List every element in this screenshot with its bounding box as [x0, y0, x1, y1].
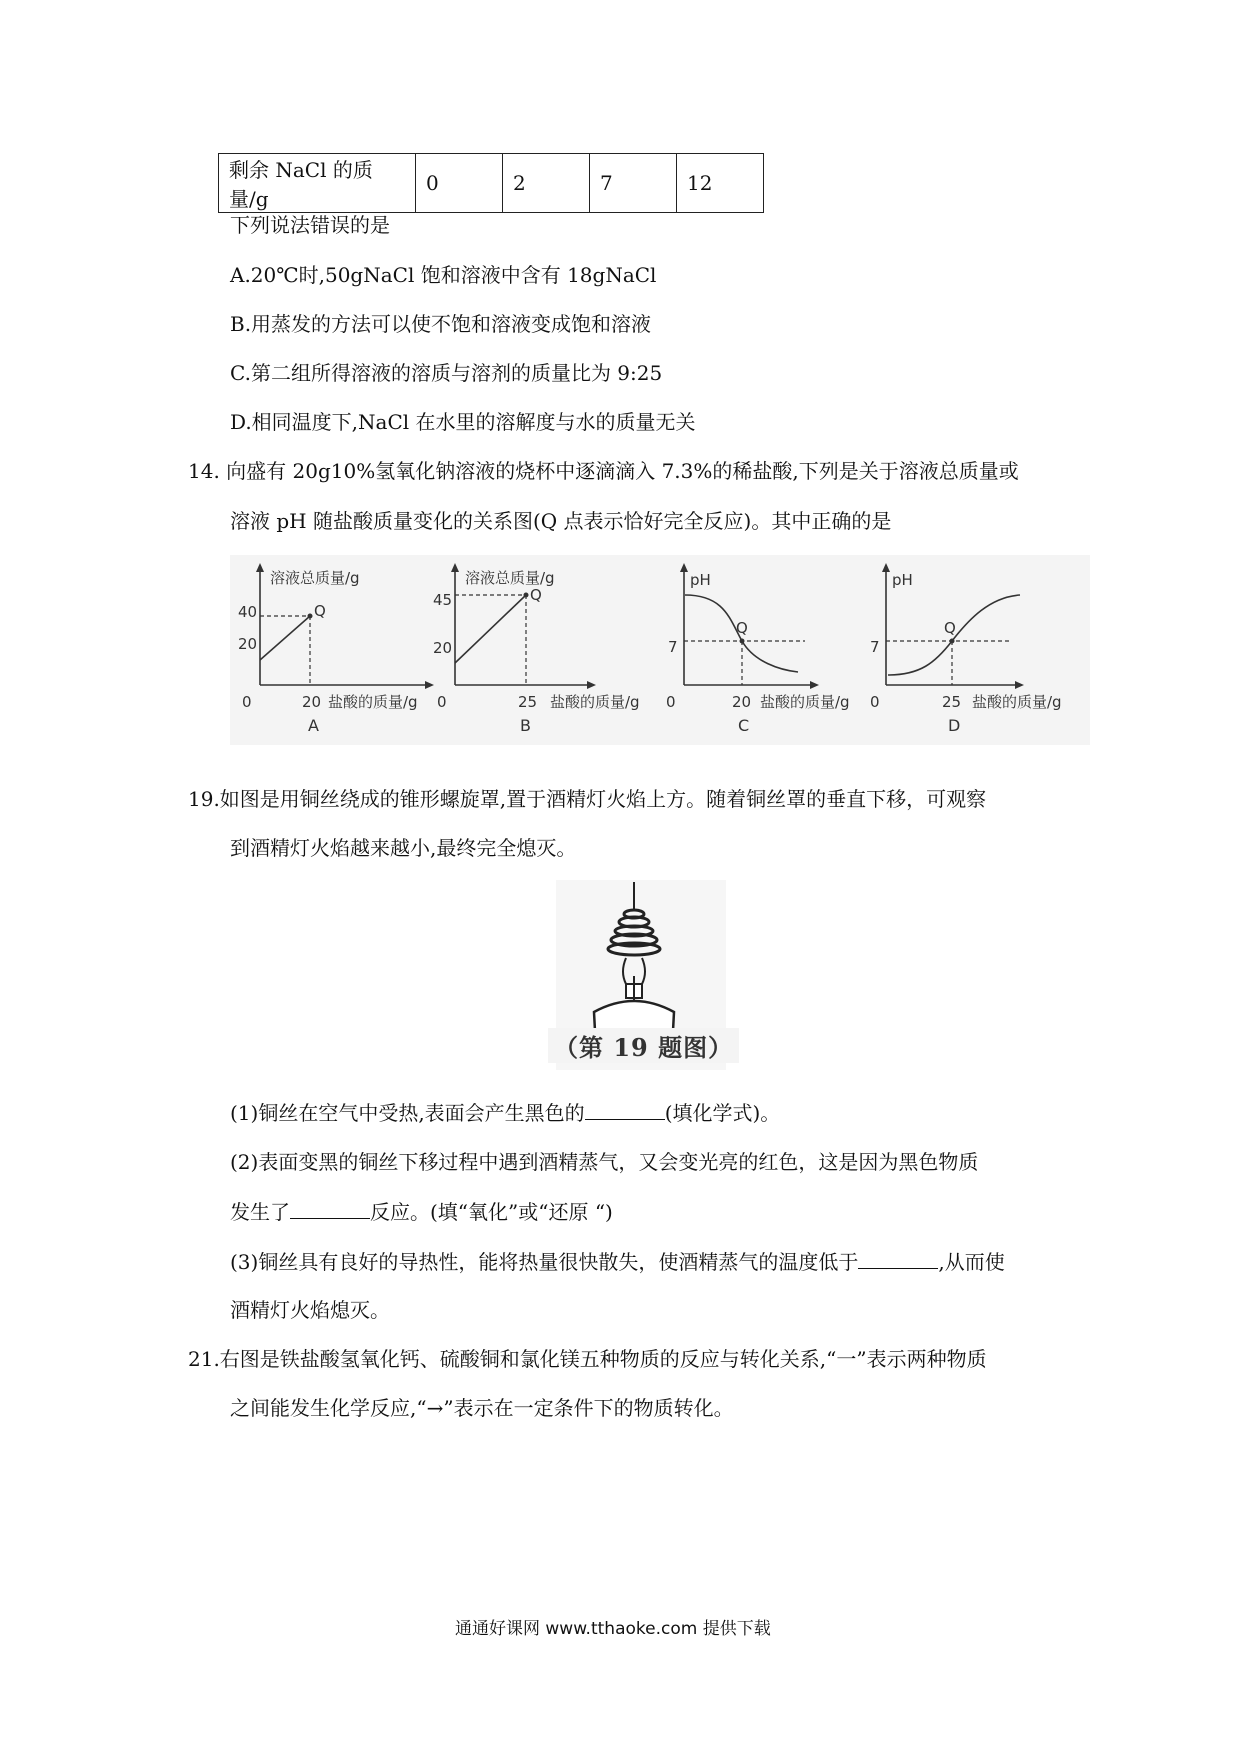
q13-option-d: D.相同温度下,NaCl 在水里的溶解度与水的质量无关 [230, 410, 696, 434]
graph-a-xtick: 20 [302, 693, 322, 711]
graph-d-xtick: 25 [942, 693, 962, 711]
q13-prompt: 下列说法错误的是 [230, 213, 390, 237]
graph-b-ytick-top: 45 [433, 591, 453, 609]
q14-line1: 14. 向盛有 20g10%氢氧化钠溶液的烧杯中逐滴滴入 7.3%的稀盐酸,下列是关于溶液总质量或 [188, 459, 1019, 483]
q19-part2-line1: (2)表面变黑的铜丝下移过程中遇到酒精蒸气，又会变光亮的红色，这是因为黑色物质 [230, 1150, 979, 1174]
table-cell: 7 [590, 154, 677, 213]
q19-part3-text-b: ,从而使 [938, 1250, 1005, 1274]
graph-c-q-point [740, 639, 745, 644]
q19-part1-text-a: (1)铜丝在空气中受热,表面会产生黑色的 [230, 1101, 585, 1125]
answer-blank[interactable] [858, 1250, 938, 1269]
graph-d-letter: D [948, 716, 961, 735]
graph-c-letter: C [738, 716, 750, 735]
q19-part3-line2: 酒精灯火焰熄灭。 [230, 1298, 390, 1322]
q13-option-b: B.用蒸发的方法可以使不饱和溶液变成饱和溶液 [230, 312, 652, 336]
graph-a-ytick-top: 40 [238, 603, 258, 621]
table-header-cell: 剩余 NaCl 的质量/g [219, 154, 416, 213]
graph-d-origin: 0 [870, 693, 880, 711]
q14-line2: 溶液 pH 随盐酸质量变化的关系图(Q 点表示恰好完全反应)。其中正确的是 [230, 509, 892, 533]
table-cell: 12 [677, 154, 764, 213]
q13-option-a: A.20℃时,50gNaCl 饱和溶液中含有 18gNaCl [230, 263, 657, 287]
q19-part1-text-b: (填化学式)。 [664, 1101, 781, 1125]
q19-part3-line1 [230, 1248, 1005, 1276]
graph-d-q-point [950, 639, 955, 644]
graph-a-q-point [308, 614, 313, 619]
graph-c-ylabel: pH [690, 571, 711, 589]
q19-line1: 19.如图是用铜丝绕成的锥形螺旋罩,置于酒精灯火焰上方。随着铜丝罩的垂直下移，可观察 [188, 787, 987, 811]
graph-a-ytick-low: 20 [238, 635, 258, 653]
nacl-table [218, 153, 764, 213]
graph-d-ylabel: pH [892, 571, 913, 589]
q19-caption: （第 19 题图） [548, 1028, 739, 1063]
graph-c-xlabel: 盐酸的质量/g [760, 693, 850, 711]
answer-blank[interactable] [585, 1101, 665, 1120]
graph-b-xtick: 25 [518, 693, 538, 711]
graph-b-letter: B [520, 716, 531, 735]
q19-part2-text-b: 发生了 [230, 1200, 290, 1224]
graph-d-ytick-mid: 7 [870, 638, 880, 656]
table-cell: 2 [503, 154, 590, 213]
graph-b-ytick-low: 20 [433, 639, 453, 657]
answer-blank[interactable] [290, 1200, 370, 1219]
table-cell: 0 [416, 154, 503, 213]
graph-a-q-label: Q [314, 602, 326, 620]
graph-d-xlabel: 盐酸的质量/g [972, 693, 1062, 711]
graph-a-ylabel: 溶液总质量/g [270, 569, 360, 587]
page-footer: 通通好课网 www.tthaoke.com 提供下载 [455, 1619, 771, 1639]
graph-a-xlabel: 盐酸的质量/g [328, 693, 418, 711]
q19-line2: 到酒精灯火焰越来越小,最终完全熄灭。 [230, 836, 577, 860]
q21-line1: 21.右图是铁盐酸氢氧化钙、硫酸铜和氯化镁五种物质的反应与转化关系,“一”表示两种物质 [188, 1347, 987, 1371]
graph-b-xlabel: 盐酸的质量/g [550, 693, 640, 711]
q19-part2-text-c: 反应。(填“氧化”或“还原 “) [370, 1200, 613, 1224]
q21-line2: 之间能发生化学反应,“→”表示在一定条件下的物质转化。 [230, 1396, 734, 1420]
q19-part2-line2 [230, 1198, 613, 1226]
graph-b-q-label: Q [530, 586, 542, 604]
graph-a-origin: 0 [242, 693, 252, 711]
graph-c-origin: 0 [666, 693, 676, 711]
graph-c-ytick-mid: 7 [668, 638, 678, 656]
q19-part3-text-a: (3)铜丝具有良好的导热性，能将热量很快散失，使酒精蒸气的温度低于 [230, 1250, 859, 1274]
q19-part1 [230, 1099, 780, 1127]
graph-c-xtick: 20 [732, 693, 752, 711]
graphs-figure [230, 555, 1090, 745]
graph-a-letter: A [308, 716, 319, 735]
q13-option-c: C.第二组所得溶液的溶质与溶剂的质量比为 9:25 [230, 361, 663, 385]
table-row [219, 154, 764, 213]
graph-b-ylabel: 溶液总质量/g [465, 569, 555, 587]
graph-b-q-point [524, 593, 529, 598]
graph-c-q-label: Q [736, 619, 748, 637]
graph-d-q-label: Q [944, 619, 956, 637]
graph-b-origin: 0 [437, 693, 447, 711]
